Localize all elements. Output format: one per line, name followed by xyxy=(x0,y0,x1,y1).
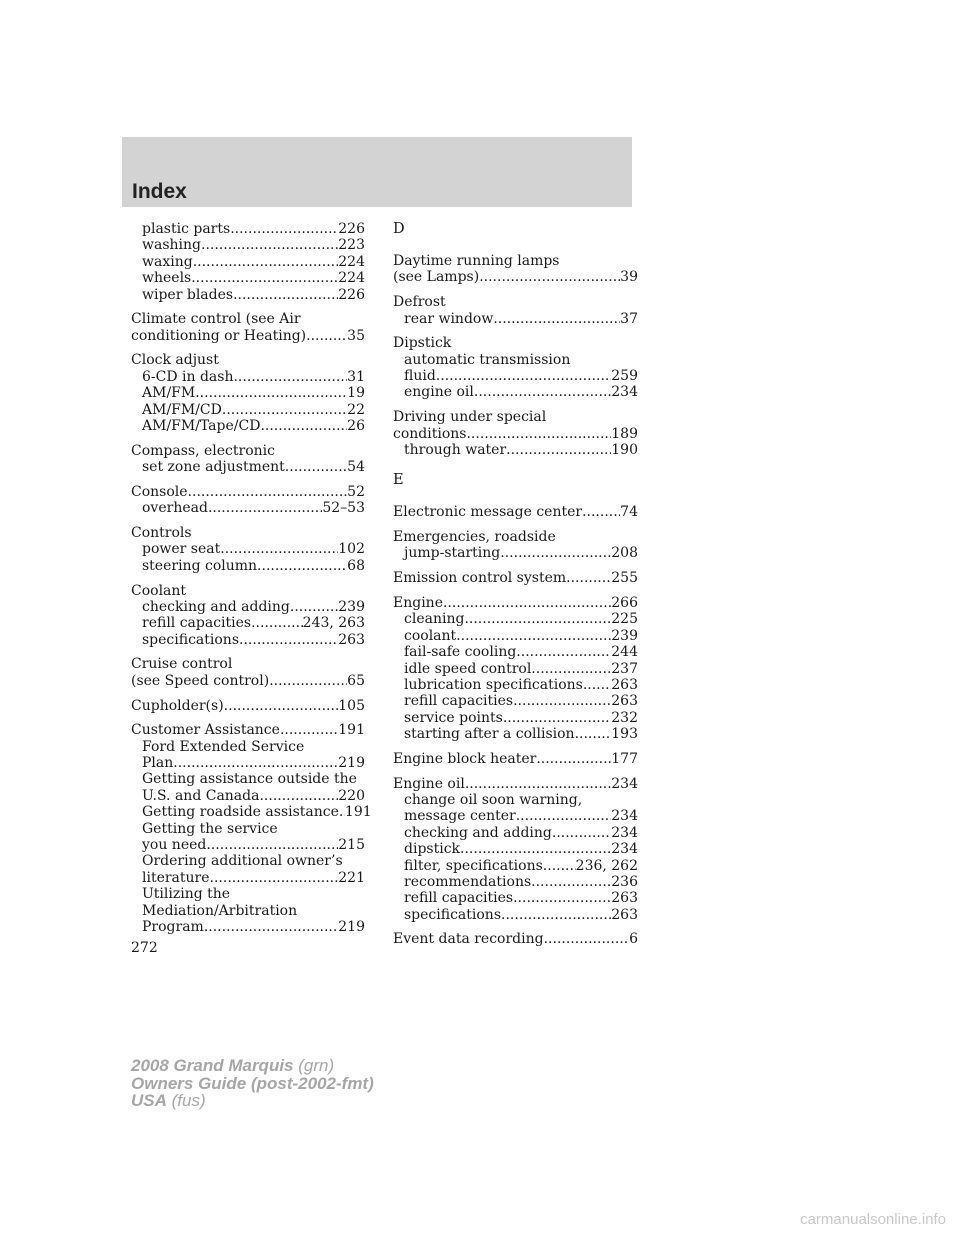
index-line xyxy=(393,825,638,841)
index-page-ref: 224 xyxy=(338,270,365,287)
index-page-ref: 234 xyxy=(611,841,638,858)
index-page-ref: 219 xyxy=(338,755,365,772)
index-page-ref: 220 xyxy=(338,787,365,804)
index-term: Daytime running lamps xyxy=(393,253,560,269)
index-term: refill capacities xyxy=(404,693,514,710)
index-entry xyxy=(393,931,638,947)
index-term: cleaning xyxy=(404,611,465,628)
index-page-ref: 105 xyxy=(338,697,365,714)
index-page-ref: 54 xyxy=(347,459,365,476)
index-page-ref: 31 xyxy=(347,368,365,385)
index-line xyxy=(393,545,638,561)
index-term: specifications xyxy=(404,906,502,923)
index-term: Coolant xyxy=(131,582,187,599)
index-line xyxy=(393,352,638,368)
index-line xyxy=(393,595,638,611)
index-page-ref: 263 xyxy=(611,693,638,710)
leader-dots xyxy=(516,808,612,824)
index-entry xyxy=(393,253,638,286)
index-term: refill capacities xyxy=(142,615,252,632)
index-page-ref: 177 xyxy=(611,750,638,767)
leader-dots xyxy=(466,426,611,442)
index-page-ref: 189 xyxy=(611,425,638,442)
index-term: Climate control (see Air xyxy=(131,311,301,328)
index-column-right xyxy=(393,221,638,956)
index-page-ref: 208 xyxy=(611,545,638,562)
leader-dots xyxy=(173,755,338,771)
index-term: Cupholder(s) xyxy=(131,697,224,714)
index-term: 6-CD in dash xyxy=(142,368,234,385)
index-page-ref: 225 xyxy=(611,611,638,628)
index-line xyxy=(393,384,638,400)
index-entry xyxy=(131,221,365,303)
index-term: (see Speed control) xyxy=(131,672,270,689)
index-term: checking and adding xyxy=(404,824,552,841)
index-term: dipstick xyxy=(404,841,461,858)
leader-dots xyxy=(443,595,611,611)
leader-dots xyxy=(201,237,338,253)
leader-dots xyxy=(531,874,611,890)
index-line xyxy=(393,311,638,327)
index-term: U.S. and Canada xyxy=(142,787,260,804)
leader-dots xyxy=(195,385,347,401)
index-entry xyxy=(131,656,365,689)
index-line xyxy=(131,722,365,738)
index-term: message center xyxy=(404,808,516,825)
index-term: starting after a collision xyxy=(404,726,575,743)
leader-dots xyxy=(193,254,339,270)
index-term: jump-starting xyxy=(404,545,501,562)
leader-dots xyxy=(220,541,338,557)
index-line xyxy=(393,628,638,644)
index-entry xyxy=(393,595,638,743)
leader-dots xyxy=(536,751,611,767)
index-term: wiper blades xyxy=(142,286,234,303)
index-entry xyxy=(131,484,365,517)
index-page-ref: 224 xyxy=(338,253,365,270)
index-page-ref: 39 xyxy=(620,269,638,286)
leader-dots xyxy=(506,442,611,458)
watermark: carmanualsonline.info xyxy=(800,1211,946,1228)
index-line xyxy=(131,328,365,344)
index-line xyxy=(393,858,638,874)
index-column-left xyxy=(131,221,372,944)
d-entries xyxy=(393,253,638,458)
index-term: power seat xyxy=(142,541,221,558)
index-line xyxy=(393,294,638,310)
index-line xyxy=(393,570,638,586)
leader-dots xyxy=(460,841,611,857)
index-line xyxy=(131,673,365,689)
index-page-ref: 193 xyxy=(611,726,638,743)
index-entry xyxy=(393,776,638,924)
index-term: coolant xyxy=(404,627,457,644)
leader-dots xyxy=(501,907,611,923)
index-line xyxy=(131,755,365,771)
index-line xyxy=(131,615,365,631)
index-term: Console xyxy=(131,483,188,500)
index-entry xyxy=(131,352,365,434)
index-line xyxy=(393,751,638,767)
index-line xyxy=(131,788,365,804)
index-page-ref: 244 xyxy=(611,644,638,661)
index-page-ref: 19 xyxy=(347,385,365,402)
index-line xyxy=(131,237,365,253)
index-line xyxy=(393,776,638,792)
index-term: conditions xyxy=(393,425,467,442)
index-line xyxy=(393,611,638,627)
index-term: overhead xyxy=(142,500,208,517)
index-line xyxy=(131,919,365,935)
index-page-ref: 263 xyxy=(611,676,638,693)
index-page-ref: 102 xyxy=(338,541,365,558)
index-page-ref: 255 xyxy=(611,570,638,587)
leader-dots xyxy=(513,693,611,709)
index-line xyxy=(393,529,638,545)
index-line xyxy=(131,886,365,902)
index-term: AM/FM/Tape/CD xyxy=(142,418,261,435)
index-page-ref: 22 xyxy=(347,401,365,418)
index-line xyxy=(131,500,365,516)
index-entry xyxy=(393,570,638,586)
leader-dots xyxy=(204,919,338,935)
index-term: set zone adjustment xyxy=(142,459,285,476)
index-line xyxy=(393,677,638,693)
index-term: Controls xyxy=(131,524,192,541)
index-entry xyxy=(131,698,365,714)
index-term: Engine block heater xyxy=(393,750,537,767)
index-entry xyxy=(131,311,365,344)
index-line xyxy=(393,874,638,890)
index-term: Event data recording xyxy=(393,931,544,948)
leader-dots xyxy=(582,504,620,520)
leader-dots xyxy=(251,615,303,631)
index-term: automatic transmission xyxy=(404,351,571,368)
index-page-ref: 234 xyxy=(611,824,638,841)
index-line xyxy=(131,739,365,755)
leader-dots xyxy=(233,369,347,385)
leader-dots xyxy=(257,558,347,574)
leader-dots xyxy=(543,858,576,874)
index-term: plastic parts xyxy=(142,221,231,237)
index-line xyxy=(393,792,638,808)
index-line xyxy=(393,442,638,458)
index-line xyxy=(131,837,365,853)
index-page-ref: 191 xyxy=(344,804,372,821)
leader-dots xyxy=(544,931,629,947)
section-letter-e: E xyxy=(393,472,404,489)
index-page-ref: 221 xyxy=(338,869,365,886)
index-line xyxy=(393,426,638,442)
index-entry xyxy=(131,525,365,574)
index-term: washing xyxy=(142,237,201,254)
index-line xyxy=(131,385,365,401)
index-line xyxy=(393,907,638,923)
index-line xyxy=(393,693,638,709)
leader-dots xyxy=(224,698,339,714)
index-line xyxy=(131,583,365,599)
leader-dots xyxy=(210,870,339,886)
index-line xyxy=(393,504,638,520)
footer-model: 2008 Grand Marquis xyxy=(131,1056,294,1075)
index-term: (see Lamps) xyxy=(393,269,480,286)
index-page-ref: 234 xyxy=(611,775,638,792)
index-line xyxy=(393,710,638,726)
index-term: Mediation/Arbitration xyxy=(142,902,298,919)
index-page-ref: 236, 262 xyxy=(575,857,638,874)
index-page-ref: 191 xyxy=(338,722,365,739)
index-term: Cruise control xyxy=(131,656,233,673)
index-term: literature xyxy=(142,869,210,886)
index-term: Clock adjust xyxy=(131,352,219,369)
index-term: you need xyxy=(142,837,207,854)
index-term: Ordering additional owner’s xyxy=(142,853,343,870)
leader-dots xyxy=(464,611,611,627)
index-line xyxy=(393,661,638,677)
index-page-ref: 68 xyxy=(347,557,365,574)
index-line xyxy=(131,853,365,869)
index-term: Plan xyxy=(142,755,174,772)
leader-dots xyxy=(306,328,347,344)
index-line xyxy=(131,221,365,237)
index-line xyxy=(393,808,638,824)
index-term: idle speed control xyxy=(404,660,532,677)
index-line xyxy=(131,254,365,270)
leader-dots xyxy=(503,710,611,726)
index-entry xyxy=(131,443,365,476)
index-page-ref: 226 xyxy=(338,221,365,237)
leader-dots xyxy=(465,776,611,792)
index-entry xyxy=(393,294,638,327)
index-line xyxy=(131,369,365,385)
index-term: Getting the service xyxy=(142,820,278,837)
index-term: fail-safe cooling xyxy=(404,644,517,661)
index-page-ref: 239 xyxy=(611,627,638,644)
index-line xyxy=(131,484,365,500)
footer-market: USA xyxy=(131,1091,167,1110)
index-term: refill capacities xyxy=(404,890,514,907)
index-line xyxy=(131,903,365,919)
index-entry xyxy=(393,504,638,520)
index-term: checking and adding xyxy=(142,598,290,615)
index-page-ref: 237 xyxy=(611,660,638,677)
index-line xyxy=(131,698,365,714)
page-title: Index xyxy=(132,180,187,203)
index-line xyxy=(393,726,638,742)
index-page-ref: 266 xyxy=(611,594,638,611)
index-line xyxy=(131,821,365,837)
index-term: fluid xyxy=(404,368,436,385)
document-footer xyxy=(131,1057,374,1110)
index-header-bar xyxy=(122,137,632,207)
leader-dots xyxy=(280,722,338,738)
index-term: recommendations xyxy=(404,873,532,890)
leader-dots xyxy=(188,484,348,500)
index-line xyxy=(131,870,365,886)
index-term: Engine xyxy=(393,594,443,611)
index-line xyxy=(131,525,365,541)
leader-dots xyxy=(552,825,611,841)
leader-dots xyxy=(516,644,611,660)
leader-dots xyxy=(290,599,338,615)
leader-dots xyxy=(575,726,612,742)
leader-dots xyxy=(222,402,347,418)
index-line xyxy=(131,402,365,418)
index-term: rear window xyxy=(404,310,494,327)
leader-dots xyxy=(259,788,338,804)
section-letter-d: D xyxy=(393,221,405,237)
index-page-ref: 263 xyxy=(611,906,638,923)
index-page-ref: 263 xyxy=(611,890,638,907)
index-line xyxy=(393,269,638,285)
index-term: Emergencies, roadside xyxy=(393,529,556,546)
index-page-ref: 52 xyxy=(347,483,365,500)
index-term: service points xyxy=(404,709,503,726)
index-line xyxy=(393,841,638,857)
index-term: Program xyxy=(142,919,204,936)
index-entry xyxy=(393,751,638,767)
index-entry xyxy=(131,722,372,936)
index-page-ref: 74 xyxy=(620,504,638,521)
index-term: AM/FM xyxy=(142,385,196,402)
leader-dots xyxy=(285,459,347,475)
index-page-ref: 234 xyxy=(611,808,638,825)
index-term: steering column xyxy=(142,557,258,574)
footer-model-code: (grn) xyxy=(298,1056,335,1075)
index-term: lubrication specifications xyxy=(404,676,583,693)
index-entry xyxy=(393,409,638,458)
index-entry xyxy=(131,583,365,649)
index-page-ref: 223 xyxy=(338,237,365,254)
index-term: Emission control system xyxy=(393,570,567,587)
index-line xyxy=(393,335,638,351)
index-page-ref: 236 xyxy=(611,873,638,890)
index-line xyxy=(131,459,365,475)
leader-dots xyxy=(230,221,338,237)
index-page-ref: 226 xyxy=(338,286,365,303)
index-page-ref: 65 xyxy=(347,672,365,689)
index-term: AM/FM/CD xyxy=(142,401,222,418)
index-line xyxy=(393,890,638,906)
leader-dots xyxy=(479,269,620,285)
index-page-ref: 239 xyxy=(338,598,365,615)
index-term: engine oil xyxy=(404,384,474,401)
index-term: Customer Assistance xyxy=(131,722,280,739)
e-entries xyxy=(393,504,638,948)
index-line xyxy=(393,368,638,384)
index-page-ref: 35 xyxy=(347,327,365,344)
leader-dots xyxy=(566,570,611,586)
leader-dots xyxy=(239,632,338,648)
leader-dots xyxy=(474,384,611,400)
leader-dots xyxy=(436,368,611,384)
leader-dots xyxy=(191,270,338,286)
index-page-ref: 190 xyxy=(611,441,638,458)
index-entry xyxy=(393,335,638,401)
leader-dots xyxy=(260,418,347,434)
index-line xyxy=(131,599,365,615)
leader-dots xyxy=(500,545,611,561)
index-term: Utilizing the xyxy=(142,886,231,903)
index-term: Defrost xyxy=(393,294,446,311)
index-term: Engine oil xyxy=(393,775,465,792)
index-page-ref: 215 xyxy=(338,837,365,854)
index-page-ref: 37 xyxy=(620,310,638,327)
index-term: conditioning or Heating) xyxy=(131,327,307,344)
index-page-ref: 243, 263 xyxy=(302,615,365,632)
index-term: Driving under special xyxy=(393,409,547,426)
index-line xyxy=(131,558,365,574)
index-term: Compass, electronic xyxy=(131,442,275,459)
index-line xyxy=(131,418,365,434)
index-page-ref: 263 xyxy=(338,631,365,648)
index-page-ref: 232 xyxy=(611,709,638,726)
index-line xyxy=(131,771,365,787)
index-entry xyxy=(393,529,638,562)
index-term: Ford Extended Service xyxy=(142,738,305,755)
index-term: waxing xyxy=(142,253,193,270)
leader-dots xyxy=(531,661,611,677)
index-line xyxy=(131,632,365,648)
index-page-ref: 52–53 xyxy=(322,500,365,517)
index-term: filter, specifications xyxy=(404,857,543,874)
index-line xyxy=(131,443,365,459)
index-page-ref: 6 xyxy=(629,931,638,948)
index-page-ref: 219 xyxy=(338,919,365,936)
index-line xyxy=(393,644,638,660)
leader-dots xyxy=(456,628,611,644)
index-line xyxy=(131,270,365,286)
leader-dots xyxy=(513,890,611,906)
index-term: wheels xyxy=(142,270,192,287)
index-line xyxy=(393,253,638,269)
footer-market-code: (fus) xyxy=(171,1091,206,1110)
index-term: Dipstick xyxy=(393,335,452,352)
index-term: through water xyxy=(404,441,507,458)
leader-dots xyxy=(208,500,322,516)
index-line xyxy=(131,541,365,557)
page-number: 272 xyxy=(131,940,158,956)
index-term: change oil soon warning, xyxy=(404,791,583,808)
index-line xyxy=(131,804,372,821)
leader-dots xyxy=(233,287,338,303)
index-page-ref: 234 xyxy=(611,384,638,401)
index-line xyxy=(393,931,638,947)
leader-dots xyxy=(493,311,620,327)
leader-dots xyxy=(583,677,611,693)
index-term: specifications xyxy=(142,631,240,648)
index-page-ref: 259 xyxy=(611,368,638,385)
index-page-ref: 26 xyxy=(347,418,365,435)
leader-dots xyxy=(206,837,338,853)
index-term: Getting assistance outside the xyxy=(142,771,357,788)
index-line xyxy=(131,311,365,327)
leader-dots xyxy=(269,673,347,689)
footer-guide: Owners Guide (post-2002-fmt) xyxy=(131,1073,374,1093)
index-term: Electronic message center xyxy=(393,504,583,521)
index-line xyxy=(131,352,365,368)
index-line xyxy=(131,656,365,672)
index-line xyxy=(393,409,638,425)
index-line xyxy=(131,287,365,303)
index-term: Getting roadside assistance xyxy=(142,804,339,821)
